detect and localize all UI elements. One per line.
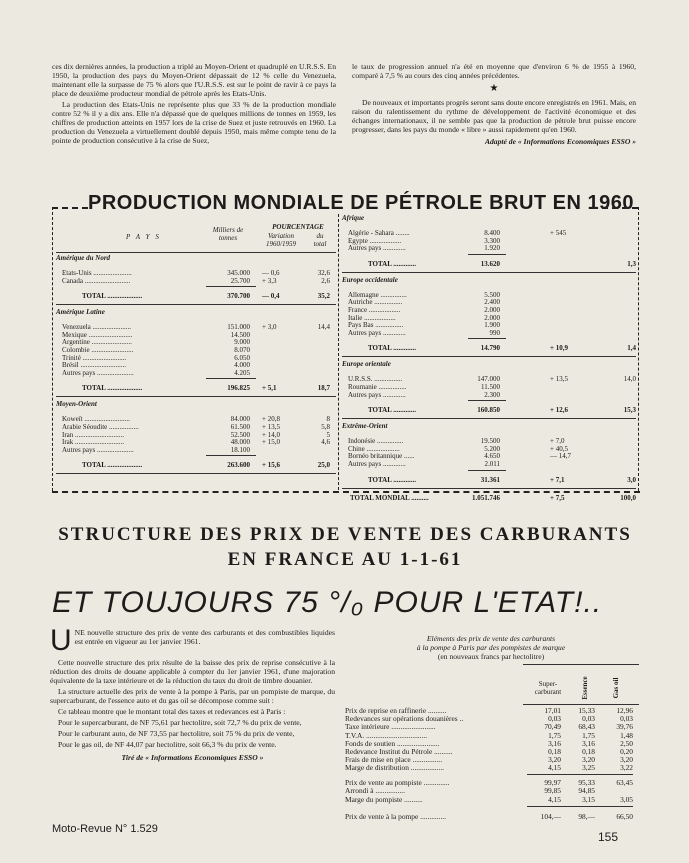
country-cell: Irak ............................ <box>62 438 125 447</box>
footer-magazine: Moto-Revue N° 1.529 <box>52 823 158 835</box>
paragraph: Ce tableau montre que le montant total des taxes et redevances est à Paris : <box>58 707 286 716</box>
gasoil-value: 3,05 <box>620 794 633 804</box>
col-header-line: carburant <box>534 688 562 696</box>
table-caption: (en nouveaux francs par hectolitre) <box>437 652 545 661</box>
super-value: 0,03 <box>548 714 561 724</box>
percent-cell: 14,0 <box>623 375 636 384</box>
tonnes-cell: 31.361 <box>480 475 500 484</box>
gasoil-value: 0,20 <box>620 747 633 756</box>
tonnes-cell: 263.600 <box>227 461 250 470</box>
section-rule <box>342 272 636 273</box>
table-row <box>56 277 336 285</box>
tonnes-cell: 6.050 <box>234 353 250 362</box>
variation-cell: + 12,6 <box>550 406 568 415</box>
gasoil-value: 3,20 <box>620 755 633 765</box>
table-border-top-right <box>592 207 638 209</box>
country-cell: Roumanie ................ <box>348 383 407 391</box>
super-value: 104,— <box>540 811 561 821</box>
total-row <box>342 406 636 414</box>
subtotal-rule <box>468 338 506 339</box>
col-header-gasoil-wrap <box>611 670 621 706</box>
table-row <box>342 244 636 252</box>
tonnes-cell: 2.000 <box>484 313 500 322</box>
drop-cap: U <box>50 628 72 654</box>
total-row <box>56 461 336 469</box>
section-heading: Amérique Latine <box>56 308 105 317</box>
total-label: TOTAL ............. <box>368 259 416 268</box>
top-column-left <box>52 62 336 145</box>
super-value: 17,01 <box>544 706 561 715</box>
total-label: TOTAL .................... <box>82 461 143 470</box>
tonnes-cell: 160.850 <box>477 406 500 415</box>
tonnes-cell: 14.500 <box>230 330 250 339</box>
tonnes-cell: 196.825 <box>227 384 250 393</box>
total-rule <box>527 806 633 807</box>
tonnes-cell: 3.300 <box>484 236 500 245</box>
country-cell: Trinité ......................... <box>62 353 127 362</box>
header-rule <box>56 252 336 253</box>
country-cell: Autres pays ..................... <box>62 445 134 454</box>
gasoil-value: 2,50 <box>620 738 633 748</box>
section-heading: Europe occidentale <box>342 275 398 284</box>
tonnes-cell: 4.000 <box>234 361 250 370</box>
table-row <box>342 460 636 468</box>
percent-cell: 8 <box>326 415 330 424</box>
tonnes-cell: 2.011 <box>484 460 500 468</box>
gasoil-value: 63,45 <box>616 777 633 787</box>
percent-cell: 5,8 <box>321 423 330 431</box>
col-header-line: 1960/1959 <box>266 240 296 248</box>
paragraph: Pour le supercarburant, de NF 75,61 par hectolitre, soit 72,7 % du prix de vente, <box>58 718 302 727</box>
section-rule <box>342 356 636 357</box>
essence-value: 95,33 <box>578 777 595 787</box>
super-value: 70,49 <box>544 722 561 732</box>
total-row <box>342 476 636 484</box>
paragraph: De nouveaux et importants progrès seront sans doute encore enregistrés en 1961. Mais, en raison du ralentissement du rythme de développement de l'activité économique et des échanges internationaux, il ne semble pas que la production de pétrole brut puisse encore progresser, dans les pays du monde « libre » aussi rapidement qu'en 1960. <box>352 98 636 134</box>
col-header-total <box>304 232 336 248</box>
big-headline: ET TOUJOURS 75 °/₀ POUR L'ETAT!.. <box>52 586 603 619</box>
table-border-left <box>52 207 53 491</box>
super-value: 3,16 <box>548 738 561 748</box>
structure-title-line1: STRUCTURE DES PRIX DE VENTE DES CARBURANTS <box>58 524 632 545</box>
tonnes-cell: 1.920 <box>484 244 500 253</box>
variation-cell: + 7,0 <box>550 437 565 446</box>
essence-value: 94,85 <box>578 786 595 796</box>
tonnes-cell: 9.000 <box>234 338 250 347</box>
super-value: 3,20 <box>548 755 561 765</box>
structure-title-line2: EN FRANCE AU 1-1-61 <box>227 549 463 570</box>
essence-value: 15,33 <box>578 706 595 715</box>
row-label: Redevances sur opérations douanières .. <box>345 714 464 724</box>
table-caption: à la pompe à Paris par des pompistes de marque <box>416 643 566 652</box>
tonnes-cell: 1.051.746 <box>472 493 500 502</box>
essence-value: 0,18 <box>582 747 595 756</box>
paragraph: le taux de progression annuel n'a été en moyenne que d'environ 6 % de 1955 à 1960, comparé à 7,5 % au cours des cinq années précédentes. <box>352 62 636 80</box>
country-cell: Mexique ......................... <box>62 330 133 339</box>
country-cell: Koweït .......................... <box>62 415 130 424</box>
variation-cell: — 0,4 <box>262 292 280 301</box>
country-cell: U.R.S.S. ................ <box>348 375 403 384</box>
tonnes-cell: 370.700 <box>227 292 250 301</box>
variation-cell: + 7,1 <box>550 475 565 484</box>
country-cell: Autres pays ............. <box>348 460 406 468</box>
header-rule <box>523 664 639 665</box>
table-row <box>56 446 336 454</box>
subtotal-rule <box>468 470 506 471</box>
section-heading: Extrême-Orient <box>342 422 388 431</box>
table-row <box>342 329 636 337</box>
total-label: TOTAL .................... <box>82 292 143 301</box>
country-cell: France .................. <box>348 306 401 314</box>
subtotal-rule <box>468 254 506 255</box>
section-rule <box>56 473 336 474</box>
country-cell: Algérie - Sahara ........ <box>348 229 410 237</box>
table-caption: Eléments des prix de vente des carburants <box>426 634 556 643</box>
table-border-top-left <box>52 207 88 209</box>
country-cell: Autres pays ............. <box>348 328 406 337</box>
essence-value: 3,16 <box>582 738 595 748</box>
variation-cell: + 10,9 <box>550 344 568 353</box>
total-row <box>56 292 336 300</box>
total-row <box>342 260 636 268</box>
col-header-line: tonnes <box>218 234 238 242</box>
total-label: TOTAL ............. <box>368 406 416 415</box>
tonnes-cell: 2.000 <box>484 306 500 314</box>
total-label: TOTAL MONDIAL .......... <box>350 493 429 502</box>
country-cell: Bornéo britannique ...... <box>348 452 415 461</box>
paragraph: Cette nouvelle structure des prix résulte de la baisse des prix de reprise consécutive à la réduction des droits de douane applicable à compter du 1er janvier 1961, d'une majoration équivalente de la taxe intérieure et de la réduction du taux du droit de timbre douanier. <box>50 658 335 685</box>
variation-cell: + 7,5 <box>550 493 565 502</box>
bottom-left-column <box>50 628 335 762</box>
col-header-essence-wrap <box>580 670 590 706</box>
super-value: 0,18 <box>548 747 561 756</box>
section-heading: Amérique du Nord <box>56 254 111 262</box>
row-label: Marge de distribution .................. <box>345 763 445 773</box>
country-cell: Etats-Unis ...................... <box>62 269 132 277</box>
col-header-tonnes <box>206 226 250 242</box>
intro-paragraph: NE nouvelle structure des prix de vente des carburants et des combustibles liquides est entrée en vigueur au 1er janvier 1961. <box>74 628 335 646</box>
table-divider <box>338 214 339 490</box>
super-value: 4,15 <box>548 794 561 804</box>
country-cell: Autres pays ............. <box>348 390 406 399</box>
essence-value: 3,15 <box>582 794 595 804</box>
total-row <box>56 384 336 392</box>
percent-cell: 32,6 <box>317 269 330 277</box>
tonnes-cell: 18.100 <box>230 445 250 454</box>
percent-cell: 1,3 <box>627 259 636 268</box>
table-left-body <box>56 254 336 490</box>
col-header-essence: Essence <box>581 676 589 700</box>
country-cell: Autriche ................ <box>348 298 403 307</box>
tonnes-cell: 4.205 <box>234 368 250 377</box>
table-right-half <box>342 214 636 502</box>
tonnes-cell: 14.790 <box>480 344 500 353</box>
variation-cell: + 20,8 <box>262 415 280 424</box>
percent-cell: 3,0 <box>627 475 636 484</box>
tonnes-cell: 345.000 <box>227 269 250 277</box>
tonnes-cell: 52.500 <box>230 430 250 439</box>
tonnes-cell: 5.500 <box>484 290 500 299</box>
country-cell: Indonésie ............... <box>348 437 404 446</box>
gasoil-value: 12,96 <box>616 706 633 715</box>
percent-cell: 18,7 <box>317 384 330 393</box>
table-row <box>343 812 639 821</box>
tonnes-cell: 13.620 <box>480 259 500 268</box>
tonnes-cell: 8.400 <box>484 229 500 237</box>
subtotal-rule <box>206 455 256 456</box>
price-table <box>343 634 639 834</box>
country-cell: Italie .................. <box>348 313 396 322</box>
section-heading: Europe orientale <box>342 360 391 369</box>
total-label: TOTAL ............. <box>368 344 416 353</box>
variation-cell: + 545 <box>550 229 567 237</box>
country-cell: Arabie Séoudite ................. <box>62 423 139 431</box>
table-row <box>342 391 636 399</box>
variation-cell: — 0,6 <box>262 269 280 277</box>
percent-cell: 25,0 <box>317 461 330 470</box>
top-column-right <box>352 62 636 146</box>
variation-cell: + 13,5 <box>262 423 280 431</box>
essence-value: 0,03 <box>582 714 595 724</box>
section-heading: Moyen-Orient <box>56 400 97 409</box>
section-rule <box>56 304 336 305</box>
super-value: 4,15 <box>548 763 561 773</box>
subtotal-rule <box>468 400 506 401</box>
country-cell: Pays Bas ................ <box>348 321 404 330</box>
header-rule <box>523 704 639 705</box>
section-rule <box>56 396 336 397</box>
percent-cell: 4,6 <box>321 438 330 447</box>
row-label: Taxe intérieure ........................ <box>345 722 436 732</box>
col-header-line: Super- <box>538 680 558 688</box>
paragraph: La production des Etats-Unis ne représente plus que 33 % de la production mondiale contre 52 % il y a dix ans. Elle n'a dépassé que de quelques millions de tonnes en 1959, les chiffres de production atteints en 1957 lors de la crise de Suez et juste retrouvés en 1960. La production du Venezuela a virtuellement doublé depuis 1950, mais même compte tenu de la pointe de production consécutive à la crise de Suez, <box>52 100 336 145</box>
world-total-row <box>342 494 636 502</box>
tonnes-cell: 48.000 <box>230 438 250 447</box>
country-cell: Allemagne ............... <box>348 290 407 299</box>
percent-cell: 35,2 <box>317 292 330 301</box>
percent-cell: 2,6 <box>321 276 330 285</box>
table-row <box>56 369 336 377</box>
table-border-right <box>638 207 639 491</box>
row-label: Fonds de soutien ....................... <box>345 738 440 748</box>
row-label: Arrondi à ................ <box>345 786 405 796</box>
tonnes-cell: 2.400 <box>484 298 500 307</box>
section-rule <box>342 418 636 419</box>
price-table-body <box>343 706 639 834</box>
col-header-super <box>526 680 570 696</box>
country-cell: Argentine ....................... <box>62 338 132 347</box>
gasoil-value: 3,22 <box>620 763 633 773</box>
subtotal-rule <box>527 774 633 775</box>
country-cell: Colombie ........................ <box>62 346 134 354</box>
table-right-body <box>342 214 636 502</box>
section-rule <box>342 488 636 489</box>
table-row <box>343 763 639 772</box>
country-cell: Egypte .................. <box>348 236 402 245</box>
tonnes-cell: 147.000 <box>477 375 500 384</box>
country-cell: Iran ............................ <box>62 430 125 439</box>
variation-cell: + 15,6 <box>262 461 280 470</box>
tonnes-cell: 990 <box>489 328 500 337</box>
essence-value: 3,20 <box>582 755 595 765</box>
country-cell: Autres pays ..................... <box>62 368 134 377</box>
col-header-pays: P A Y S <box>126 233 161 241</box>
essence-value: 68,43 <box>578 722 595 732</box>
variation-cell: + 14,0 <box>262 430 280 439</box>
super-value: 99,97 <box>544 777 561 787</box>
percent-cell: 100,0 <box>620 493 636 502</box>
row-label: T.V.A. ................................. <box>345 730 428 740</box>
tonnes-cell: 1.900 <box>484 321 500 330</box>
row-label: Prix de vente au pompiste .............. <box>345 777 450 787</box>
country-cell: Autres pays ............. <box>348 244 406 253</box>
paragraph: La structure actuelle des prix de vente à la pompe à Paris, par un pompiste de marque, du supercarburant, de l'essence auto et du gas oil se décompose comme suit : <box>50 687 335 705</box>
row-label: Frais de mise en place ................ <box>345 755 443 765</box>
table-row <box>343 795 639 804</box>
col-header-line: Variation <box>267 232 295 240</box>
col-header-variation <box>260 232 302 248</box>
subtotal-rule <box>206 378 256 379</box>
super-value: 99,85 <box>544 786 561 796</box>
total-label: TOTAL ............. <box>368 475 416 484</box>
percent-cell: 14,4 <box>317 323 330 332</box>
tonnes-cell: 8.070 <box>234 346 250 354</box>
essence-value: 98,— <box>578 811 595 821</box>
tonnes-cell: 5.200 <box>484 444 500 453</box>
essence-value: 1,75 <box>582 730 595 740</box>
essence-value: 3,25 <box>582 763 595 773</box>
country-cell: Brésil .......................... <box>62 361 126 370</box>
percent-cell: 15,3 <box>623 406 636 415</box>
section-heading: Afrique <box>342 214 365 222</box>
row-label: Redevance Institut du Pétrole .......... <box>345 747 453 756</box>
production-table-title: PRODUCTION MONDIALE DE PÉTROLE BRUT EN 1960 <box>88 192 635 214</box>
gasoil-value: 66,50 <box>616 811 633 821</box>
gasoil-value: 1,48 <box>620 730 633 740</box>
country-cell: Venezuela ...................... <box>62 323 132 332</box>
col-header-pourcentage: POURCENTAGE <box>272 223 324 231</box>
tonnes-cell: 84.000 <box>230 415 250 424</box>
footer-page-number: 155 <box>598 830 619 844</box>
source-credit: Adapté de « Informations Economiques ESSO » <box>484 137 636 146</box>
paragraph: Pour le carburant auto, de NF 73,55 par hectolitre, soit 75 % du prix de vente, <box>58 729 295 738</box>
tonnes-cell: 61.500 <box>230 423 250 431</box>
variation-cell: + 3,3 <box>262 276 277 285</box>
country-cell: Canada .......................... <box>62 276 131 285</box>
paragraph: ces dix dernières années, la production a triplé au Moyen-Orient et quadruplé en U.R.S.S. En 1950, la production des pays du Moyen-Orient dépassait de 12 % celle du Venezuela, maintenant elle la surpasse de 75 % alors que l'U.R.S.S. est sur le point de ravir à ce pays la place de deuxième producteur mondial de pétrole après les Etats-Unis. <box>52 62 336 98</box>
source-credit: Tiré de « Informations Economiques ESSO » <box>121 753 264 762</box>
percent-cell: 1,4 <box>627 344 636 353</box>
row-label: Prix de vente à la pompe .............. <box>345 811 446 821</box>
table-left-half <box>56 214 336 490</box>
variation-cell: + 5,1 <box>262 384 277 393</box>
tonnes-cell: 151.000 <box>227 323 250 332</box>
gasoil-value: 39,76 <box>616 722 633 732</box>
paragraph: Pour le gas oil, de NF 44,07 par hectolitre, soit 66,3 % du prix de vente. <box>58 740 277 749</box>
subtotal-rule <box>206 286 256 287</box>
gasoil-value: 0,03 <box>620 714 633 724</box>
row-label: Marge du pompiste .......... <box>345 794 423 804</box>
variation-cell: — 14,7 <box>550 452 571 461</box>
col-header-line: du <box>316 232 324 240</box>
star-separator: ★ <box>489 83 499 94</box>
tonnes-cell: 19.500 <box>480 437 500 446</box>
variation-cell: + 3,0 <box>262 323 277 332</box>
super-value: 1,75 <box>548 730 561 740</box>
total-row <box>342 344 636 352</box>
country-cell: Chine ................... <box>348 444 400 453</box>
tonnes-cell: 25.700 <box>230 276 250 285</box>
variation-cell: + 13,5 <box>550 375 568 384</box>
percent-cell: 5 <box>326 430 330 439</box>
tonnes-cell: 11.500 <box>481 383 500 391</box>
variation-cell: + 40,5 <box>550 444 568 453</box>
variation-cell: + 15,0 <box>262 438 280 447</box>
total-label: TOTAL .................... <box>82 384 143 393</box>
tonnes-cell: 4.650 <box>484 452 500 461</box>
row-label: Prix de reprise en raffinerie .......... <box>345 706 447 715</box>
col-header-line: Milliers de <box>212 226 244 234</box>
tonnes-cell: 2.300 <box>484 390 500 399</box>
col-header-line: total <box>313 240 327 248</box>
col-header-gasoil: Gas oil <box>612 677 620 699</box>
